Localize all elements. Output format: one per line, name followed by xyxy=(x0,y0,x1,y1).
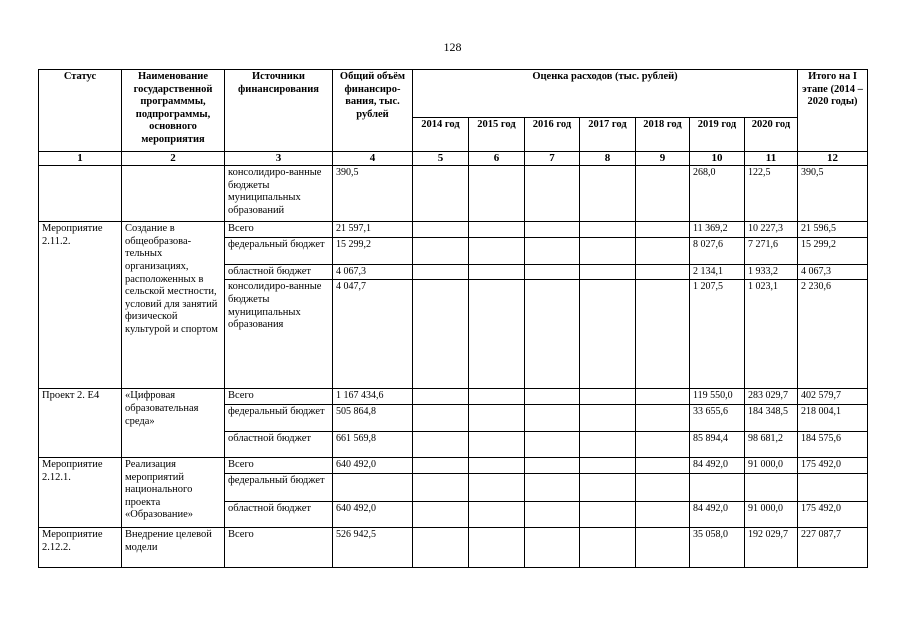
header-year: 2014 год xyxy=(413,118,469,152)
table-row xyxy=(39,166,868,222)
empty-year-cell xyxy=(469,527,525,567)
year-2020-cell: 122,5 xyxy=(745,166,798,222)
empty-year-cell xyxy=(525,457,580,473)
table-row xyxy=(39,389,868,405)
empty-year-cell xyxy=(636,457,690,473)
stage-total-cell: 175 492,0 xyxy=(798,457,868,473)
header-year: 2018 год xyxy=(636,118,690,152)
source-cell: Всего xyxy=(225,389,333,405)
table-body xyxy=(39,166,868,568)
empty-year-cell xyxy=(469,389,525,405)
header-status: Статус xyxy=(39,70,122,152)
empty-year-cell xyxy=(469,237,525,264)
empty-year-cell xyxy=(636,222,690,238)
year-2019-cell: 8 027,6 xyxy=(690,237,745,264)
empty-year-cell xyxy=(525,264,580,280)
stage-total-cell: 184 575,6 xyxy=(798,431,868,457)
column-index-row xyxy=(39,152,868,166)
year-2019-cell: 84 492,0 xyxy=(690,457,745,473)
empty-year-cell xyxy=(413,237,469,264)
empty-year-cell xyxy=(636,473,690,501)
total-cell: 640 492,0 xyxy=(333,501,413,527)
source-cell: федеральный бюджет xyxy=(225,237,333,264)
source-cell: консолидиро-ванные бюджеты муниципальных образования xyxy=(225,280,333,389)
stage-total-cell: 390,5 xyxy=(798,166,868,222)
empty-year-cell xyxy=(413,166,469,222)
year-2020-cell: 1 023,1 xyxy=(745,280,798,389)
empty-year-cell xyxy=(525,501,580,527)
status-cell: Проект 2. Е4 xyxy=(39,389,122,458)
empty-year-cell xyxy=(636,404,690,431)
year-2020-cell: 192 029,7 xyxy=(745,527,798,567)
empty-year-cell xyxy=(636,280,690,389)
empty-year-cell xyxy=(525,280,580,389)
source-cell: областной бюджет xyxy=(225,501,333,527)
empty-year-cell xyxy=(413,404,469,431)
empty-year-cell xyxy=(413,527,469,567)
total-cell: 526 942,5 xyxy=(333,527,413,567)
empty-year-cell xyxy=(580,264,636,280)
empty-year-cell xyxy=(525,389,580,405)
column-index: 1 xyxy=(39,152,122,166)
empty-year-cell xyxy=(580,527,636,567)
empty-year-cell xyxy=(580,457,636,473)
year-2019-cell: 2 134,1 xyxy=(690,264,745,280)
stage-total-cell: 218 004,1 xyxy=(798,404,868,431)
empty-year-cell xyxy=(636,264,690,280)
budget-table xyxy=(38,69,868,568)
column-index: 3 xyxy=(225,152,333,166)
total-cell: 21 597,1 xyxy=(333,222,413,238)
name-cell: Реализация мероприятий национального проекта «Образование» xyxy=(122,457,225,527)
empty-year-cell xyxy=(525,431,580,457)
year-2020-cell xyxy=(745,473,798,501)
table-row xyxy=(39,457,868,473)
year-2020-cell: 184 348,5 xyxy=(745,404,798,431)
empty-year-cell xyxy=(469,280,525,389)
empty-year-cell xyxy=(413,222,469,238)
year-2019-cell xyxy=(690,473,745,501)
column-index: 12 xyxy=(798,152,868,166)
stage-total-cell: 227 087,7 xyxy=(798,527,868,567)
source-cell: Всего xyxy=(225,527,333,567)
header-year: 2016 год xyxy=(525,118,580,152)
source-cell: федеральный бюджет xyxy=(225,473,333,501)
empty-year-cell xyxy=(525,237,580,264)
empty-year-cell xyxy=(525,527,580,567)
stage-total-cell: 15 299,2 xyxy=(798,237,868,264)
source-cell: Всего xyxy=(225,222,333,238)
year-2019-cell: 119 550,0 xyxy=(690,389,745,405)
total-cell: 15 299,2 xyxy=(333,237,413,264)
source-cell: федеральный бюджет xyxy=(225,404,333,431)
column-index: 9 xyxy=(636,152,690,166)
empty-year-cell xyxy=(580,222,636,238)
empty-year-cell xyxy=(413,264,469,280)
empty-year-cell xyxy=(580,280,636,389)
name-cell: «Цифровая образовательная среда» xyxy=(122,389,225,458)
stage-total-cell: 175 492,0 xyxy=(798,501,868,527)
empty-year-cell xyxy=(580,431,636,457)
page-number: 128 xyxy=(443,40,462,54)
year-2020-cell: 1 933,2 xyxy=(745,264,798,280)
empty-year-cell xyxy=(580,404,636,431)
name-cell: Внедрение целевой модели xyxy=(122,527,225,567)
stage-total-cell: 2 230,6 xyxy=(798,280,868,389)
column-index: 5 xyxy=(413,152,469,166)
status-cell: Мероприятие 2.12.1. xyxy=(39,457,122,527)
year-2019-cell: 11 369,2 xyxy=(690,222,745,238)
status-cell xyxy=(39,166,122,222)
total-cell: 4 067,3 xyxy=(333,264,413,280)
year-2020-cell: 91 000,0 xyxy=(745,457,798,473)
year-2019-cell: 1 207,5 xyxy=(690,280,745,389)
empty-year-cell xyxy=(525,166,580,222)
name-cell xyxy=(122,166,225,222)
empty-year-cell xyxy=(413,389,469,405)
total-cell: 661 569,8 xyxy=(333,431,413,457)
column-index: 7 xyxy=(525,152,580,166)
source-cell: Всего xyxy=(225,457,333,473)
header-year: 2019 год xyxy=(690,118,745,152)
header-total: Общий объём финансиро-вания, тыс. рублей xyxy=(333,70,413,152)
stage-total-cell: 4 067,3 xyxy=(798,264,868,280)
empty-year-cell xyxy=(636,431,690,457)
header-stage-total: Итого на I этапе (2014 – 2020 годы) xyxy=(798,70,868,152)
empty-year-cell xyxy=(580,389,636,405)
empty-year-cell xyxy=(636,237,690,264)
empty-year-cell xyxy=(469,501,525,527)
year-2020-cell: 98 681,2 xyxy=(745,431,798,457)
table-row xyxy=(39,527,868,567)
source-cell: областной бюджет xyxy=(225,264,333,280)
empty-year-cell xyxy=(469,431,525,457)
year-2019-cell: 268,0 xyxy=(690,166,745,222)
empty-year-cell xyxy=(413,431,469,457)
empty-year-cell xyxy=(580,501,636,527)
header-estimate: Оценка расходов (тыс. рублей) xyxy=(413,70,798,118)
empty-year-cell xyxy=(413,501,469,527)
source-cell: областной бюджет xyxy=(225,431,333,457)
empty-year-cell xyxy=(413,457,469,473)
empty-year-cell xyxy=(413,280,469,389)
header-year: 2020 год xyxy=(745,118,798,152)
column-index: 8 xyxy=(580,152,636,166)
total-cell: 505 864,8 xyxy=(333,404,413,431)
column-index: 2 xyxy=(122,152,225,166)
empty-year-cell xyxy=(525,473,580,501)
header-year: 2015 год xyxy=(469,118,525,152)
total-cell: 4 047,7 xyxy=(333,280,413,389)
status-cell: Мероприятие 2.11.2. xyxy=(39,222,122,389)
stage-total-cell: 21 596,5 xyxy=(798,222,868,238)
name-cell: Создание в общеобразова-тельных организациях, расположенных в сельской местности, условий для занятий физической культурой и спортом xyxy=(122,222,225,389)
empty-year-cell xyxy=(636,501,690,527)
empty-year-cell xyxy=(469,222,525,238)
column-index: 6 xyxy=(469,152,525,166)
year-2019-cell: 84 492,0 xyxy=(690,501,745,527)
status-cell: Мероприятие 2.12.2. xyxy=(39,527,122,567)
header-year: 2017 год xyxy=(580,118,636,152)
empty-year-cell xyxy=(469,404,525,431)
header-sources: Источники финансирования xyxy=(225,70,333,152)
year-2019-cell: 85 894,4 xyxy=(690,431,745,457)
empty-year-cell xyxy=(525,222,580,238)
year-2019-cell: 33 655,6 xyxy=(690,404,745,431)
total-cell: 640 492,0 xyxy=(333,457,413,473)
empty-year-cell xyxy=(636,166,690,222)
empty-year-cell xyxy=(525,404,580,431)
year-2020-cell: 91 000,0 xyxy=(745,501,798,527)
empty-year-cell xyxy=(413,473,469,501)
empty-year-cell xyxy=(636,389,690,405)
empty-year-cell xyxy=(469,457,525,473)
column-index: 10 xyxy=(690,152,745,166)
empty-year-cell xyxy=(469,264,525,280)
total-cell: 1 167 434,6 xyxy=(333,389,413,405)
empty-year-cell xyxy=(469,473,525,501)
stage-total-cell xyxy=(798,473,868,501)
year-2020-cell: 7 271,6 xyxy=(745,237,798,264)
column-index: 4 xyxy=(333,152,413,166)
table-row xyxy=(39,222,868,238)
year-2020-cell: 283 029,7 xyxy=(745,389,798,405)
year-2020-cell: 10 227,3 xyxy=(745,222,798,238)
empty-year-cell xyxy=(580,473,636,501)
source-cell: консолидиро-ванные бюджеты муниципальных образований xyxy=(225,166,333,222)
empty-year-cell xyxy=(469,166,525,222)
year-2019-cell: 35 058,0 xyxy=(690,527,745,567)
total-cell: 390,5 xyxy=(333,166,413,222)
column-index: 11 xyxy=(745,152,798,166)
empty-year-cell xyxy=(636,527,690,567)
total-cell xyxy=(333,473,413,501)
empty-year-cell xyxy=(580,237,636,264)
header-name: Наименование государственной программмы, подпрограммы, основного мероприятия xyxy=(122,70,225,152)
empty-year-cell xyxy=(580,166,636,222)
stage-total-cell: 402 579,7 xyxy=(798,389,868,405)
